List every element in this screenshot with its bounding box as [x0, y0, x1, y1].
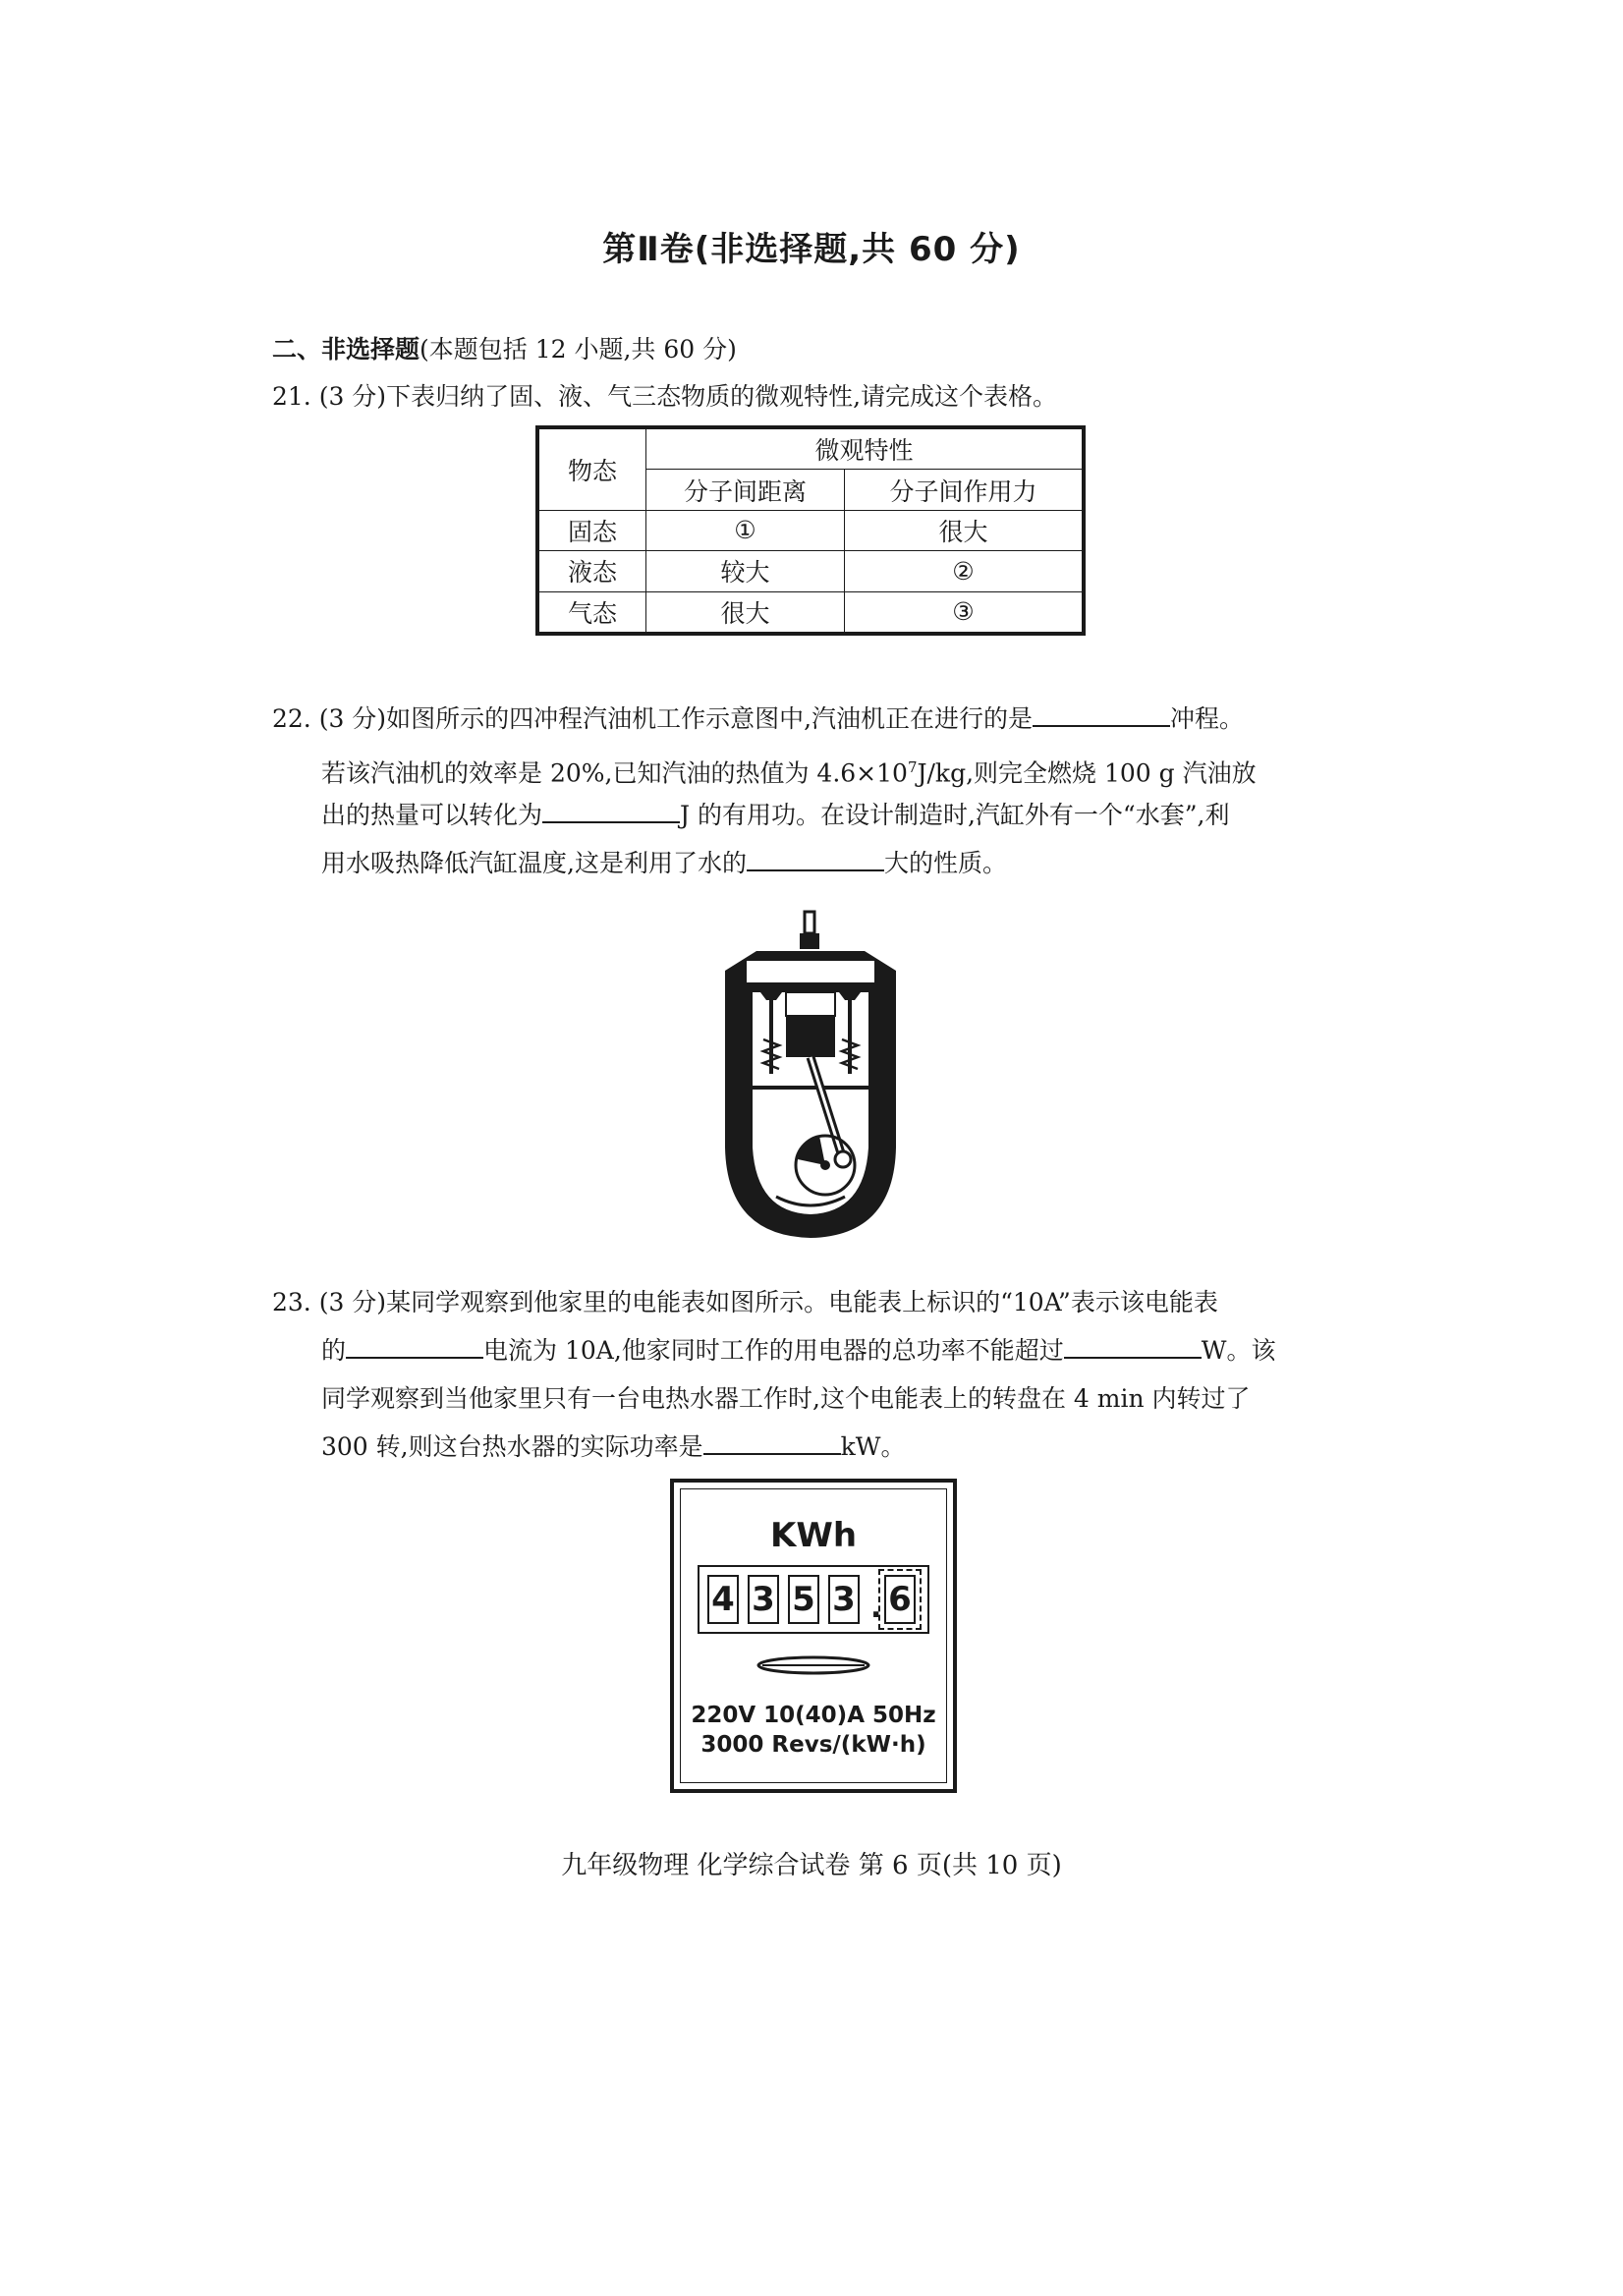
q22-text: 出的热量可以转化为 — [321, 801, 543, 829]
table-row — [539, 551, 1083, 591]
answer-blank-work[interactable] — [542, 798, 680, 823]
q22-line-4 — [321, 840, 1007, 887]
q22-text: J/kg,则完全燃烧 100 g 汽油放 — [917, 758, 1257, 788]
answer-blank-stroke[interactable] — [1033, 701, 1170, 727]
table-header-force: 分子间作用力 — [844, 470, 1082, 510]
table-row — [539, 510, 1083, 550]
meter-decimal-point: . — [870, 1591, 882, 1625]
meter-decimal-digit: 6 — [884, 1575, 916, 1624]
meter-disc-icon — [755, 1653, 872, 1677]
q23-text: 300 转,则这台热水器的实际功率是 — [321, 1432, 703, 1461]
row-state: 固态 — [539, 510, 646, 550]
section-heading-label: 二、非选择题 — [272, 335, 420, 364]
q22-text: 用水吸热降低汽缸温度,这是利用了水的 — [321, 849, 747, 877]
row-state: 气态 — [539, 591, 646, 632]
q21-stem: 21. (3 分)下表归纳了固、液、气三态物质的微观特性,请完成这个表格。 — [272, 382, 1058, 411]
q22-text: 冲程。 — [1170, 704, 1245, 733]
row-force-blank: ② — [844, 551, 1082, 591]
section-heading-note: (本题包括 12 小题,共 60 分) — [420, 335, 737, 364]
q22-text: 若该汽油机的效率是 20%,已知汽油的热值为 4.6×10 — [321, 758, 908, 788]
row-force-blank: ③ — [844, 591, 1082, 632]
q23-line-1: 23. (3 分)某同学观察到他家里的电能表如图所示。电能表上标识的“10A”表示该电能表 — [272, 1288, 1218, 1316]
row-distance-blank: ① — [646, 510, 845, 550]
meter-digit-window — [698, 1565, 929, 1634]
q23-text: kW。 — [840, 1432, 906, 1461]
meter-unit-label: KWh — [769, 1516, 858, 1555]
row-distance: 很大 — [646, 591, 845, 632]
q23-line-2 — [321, 1327, 1275, 1374]
state-properties-table — [535, 425, 1086, 636]
answer-blank-current[interactable] — [346, 1333, 483, 1359]
table-header-distance: 分子间距离 — [646, 470, 845, 510]
q23-line-4 — [321, 1424, 905, 1471]
page-footer: 九年级物理 化学综合试卷 第 6 页(共 10 页) — [561, 1851, 1062, 1880]
meter-spec-revs: 3000 Revs/(kW·h) — [700, 1732, 926, 1758]
row-force: 很大 — [844, 510, 1082, 550]
gasoline-engine-figure — [717, 902, 904, 1246]
q23-text: W。该 — [1201, 1336, 1276, 1365]
meter-digit: 5 — [788, 1575, 819, 1624]
engine-illustration — [717, 902, 904, 1246]
q22-exponent: 7 — [907, 758, 918, 776]
q22-text: J 的有用功。在设计制造时,汽缸外有一个“水套”,利 — [680, 801, 1230, 829]
row-distance: 较大 — [646, 551, 845, 591]
answer-blank-property[interactable] — [747, 846, 884, 871]
q22-line-2 — [321, 744, 1257, 797]
meter-spec-rating: 220V 10(40)A 50Hz — [691, 1703, 936, 1728]
q23-text: 电流为 10A,他家同时工作的用电器的总功率不能超过 — [483, 1336, 1064, 1365]
meter-digit: 3 — [828, 1575, 860, 1624]
q23-line-3: 同学观察到当他家里只有一台电热水器工作时,这个电能表上的转盘在 4 min 内转过了 — [321, 1384, 1251, 1413]
table-row — [539, 591, 1083, 632]
section-heading — [272, 330, 737, 365]
answer-blank-actual-power[interactable] — [703, 1429, 841, 1455]
answer-blank-power[interactable] — [1064, 1333, 1202, 1359]
table-header-group: 微观特性 — [646, 429, 1083, 470]
volume-title: 第Ⅱ卷(非选择题,共 60 分) — [602, 230, 1021, 269]
q22-line-1 — [272, 696, 1244, 743]
q22-text: 大的性质。 — [883, 849, 1007, 877]
meter-digit: 4 — [707, 1575, 739, 1624]
table-header-state: 物态 — [539, 429, 646, 511]
meter-digit: 3 — [748, 1575, 779, 1624]
row-state: 液态 — [539, 551, 646, 591]
q23-text: 的 — [321, 1336, 347, 1365]
electricity-meter-figure — [670, 1479, 957, 1793]
q22-text: 22. (3 分)如图所示的四冲程汽油机工作示意图中,汽油机正在进行的是 — [272, 704, 1034, 733]
q22-line-3 — [321, 792, 1229, 839]
